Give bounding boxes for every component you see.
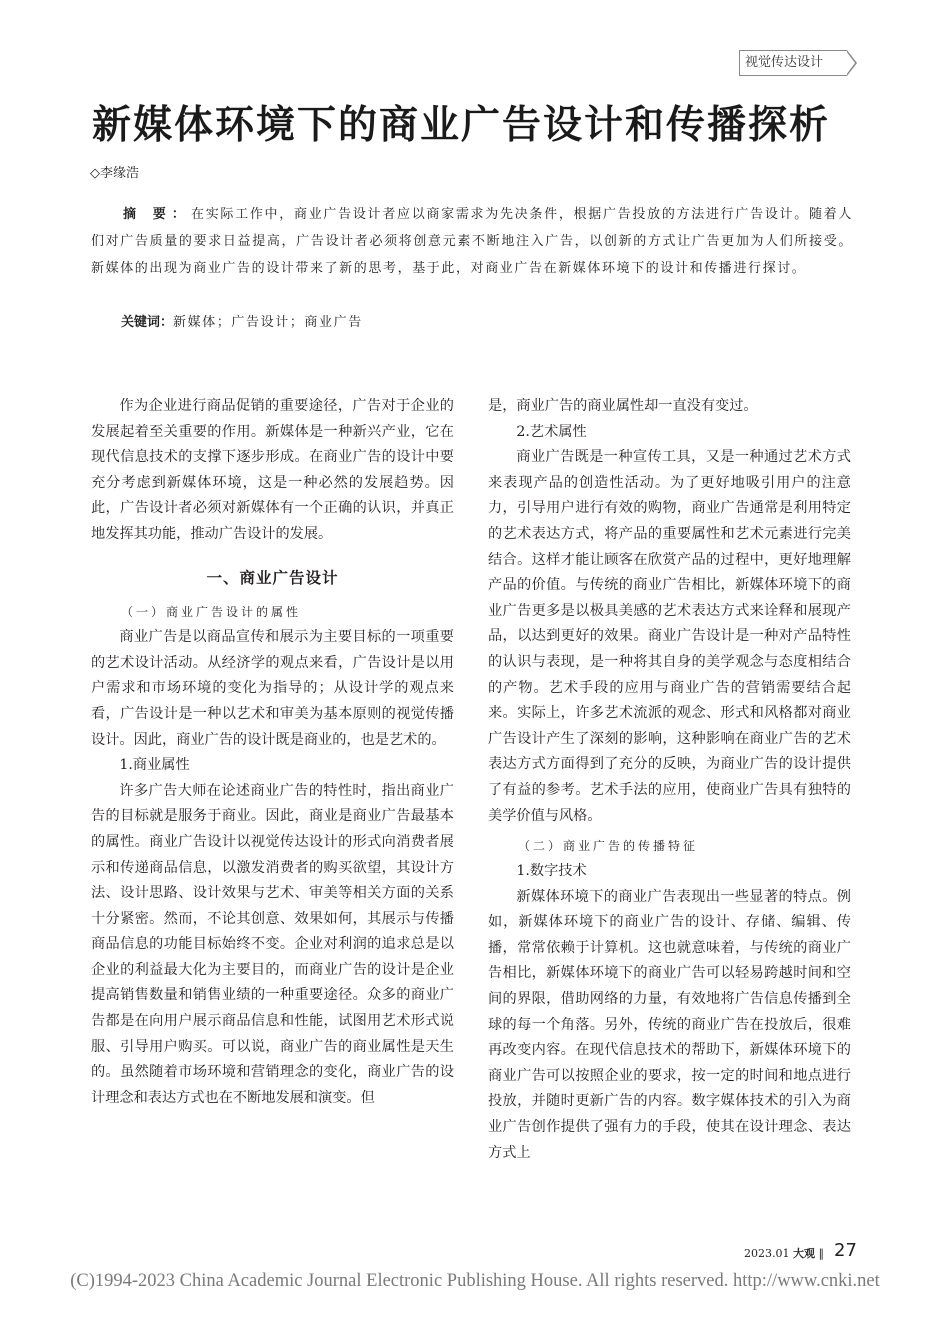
section-tag-label: 视觉传达设计	[745, 55, 824, 70]
chevron-inner	[846, 51, 855, 75]
footer-separator: ‖	[818, 1247, 824, 1260]
magazine-name: 大观	[793, 1247, 815, 1260]
section-heading: 一、商业广告设计	[206, 568, 339, 587]
subsubsection-heading: 1.数字技术	[516, 863, 587, 880]
keywords	[121, 311, 363, 330]
paragraph-continued: 是，商业广告的商业属性却一直没有变过。	[488, 398, 758, 414]
issue-date: 2023.01	[744, 1247, 790, 1260]
paragraph: 商业广告既是一种宣传工具，又是一种通过艺术方式来表现产品的创造性活动。为了更好地吸引用户的注意力，引导用户进行有效的购物，商业广告通常是利用特定的艺术表达方式，将产品的重要属性和艺术元素进行完美结合。这样才能让顾客在欣赏产品的过程中，更好地理解产品的价值。与传统的商业广告相比，新媒体环境下的商业广告更多是以极具美感的艺术表达方式来诠释和展现产品，以达到更好的效果。商业广告设计是一种对产品特性的认识与表现，是一种将其自身的美学观念与态度相结合的产物。艺术手段的应用与商业广告的营销需要结合起来。实际上，许多艺术流派的观念、形式和风格都对商业广告设计产生了深刻的影响，这种影响在商业广告的艺术表达方式方面得到了充分的反映，为商业广告的设计提供了有益的参考。艺术手法的应用，使商业广告具有独特的美学价值与风格。	[488, 449, 851, 824]
article-title: 新媒体环境下的商业广告设计和传播探析	[92, 103, 831, 148]
author-name: ◇李缘浩	[90, 166, 139, 181]
subsection-heading: （一）商业广告设计的属性	[121, 605, 302, 620]
subsubsection-heading: 2.艺术属性	[516, 423, 587, 440]
section-tag	[739, 50, 847, 76]
abstract-text: 在实际工作中，商业广告设计者应以商家需求为先决条件，根据广告投放的方法进行广告设计。随着人们对广告质量的要求日益提高，广告设计者必须将创意元素不断地注入广告，以创新的方式让广告更加为人们所接受。新媒体的出现为商业广告的设计带来了新的思考，基于此，对商业广告在新媒体环境下的设计和传播进行探讨。	[91, 207, 853, 276]
keywords-text: 新媒体；广告设计；商业广告	[173, 315, 363, 330]
paragraph: 许多广告大师在论述商业广告的特性时，指出商业广告的目标就是服务于商业。因此，商业是商业广告最基本的属性。商业广告设计以视觉传达设计的形式向消费者展示和传递商品信息，以激发消费者的购买欲望，其设计方法、设计思路、设计效果与艺术、审美等相关方面的关系十分紧密。然而，不论其创意、效果如何，其展示与传播商品信息的功能目标始终不变。企业对利润的追求总是以企业的利益最大化为主要目的，而商业广告的设计是企业提高销售数量和销售业绩的一种重要途径。众多的商业广告都是在向用户展示商品信息和性能，试图用艺术形式说服、引导用户购买。可以说，商业广告的商业属性是天生的。虽然随着市场环境和营销理念的变化，商业广告的设计理念和表达方式也在不断地发展和演变。但	[91, 782, 454, 1106]
keywords-label: 关键词：	[121, 315, 174, 330]
copyright-notice: (C)1994-2023 China Academic Journal Electronic Publishing House. All rights reserved. http://www.cnki.net	[70, 1271, 880, 1291]
subsection-heading: （二）商业广告的传播特征	[518, 839, 699, 854]
abstract	[91, 201, 853, 282]
paragraph: 作为企业进行商品促销的重要途径，广告对于企业的发展起着至关重要的作用。新媒体是一种新兴产业，它在现代信息技术的支撑下逐步形成。在商业广告的设计中要充分考虑到新媒体环境，这是一种必然的发展趋势。因此，广告设计者必须对新媒体有一个正确的认识，并真正地发挥其功能，推动广告设计的发展。	[91, 398, 454, 542]
abstract-label: 摘 要：	[123, 207, 191, 222]
page-number: 27	[834, 1240, 857, 1261]
paragraph: 新媒体环境下的商业广告表现出一些显著的特点。例如，新媒体环境下的商业广告的设计、存储、编辑、传播，常常依赖于计算机。这也就意味着，与传统的商业广告相比，新媒体环境下的商业广告可以轻易跨越时间和空间的界限，借助网络的力量，有效地将广告信息传播到全球的每一个角落。另外，传统的商业广告在投放后，很难再改变内容。在现代信息技术的帮助下，新媒体环境下的商业广告可以按照企业的要求，按一定的时间和地点进行投放，并随时更新广告的内容。数字媒体技术的引入为商业广告创作提供了强有力的手段，使其在设计理念、表达方式上	[488, 888, 851, 1161]
paragraph: 商业广告是以商品宣传和展示为主要目标的一项重要的艺术设计活动。从经济学的观点来看，广告设计是以用户需求和市场环境的变化为指导的；从设计学的观点来看，广告设计是一种以艺术和审美为基本原则的视觉传播设计。因此，商业广告的设计既是商业的，也是艺术的。	[91, 629, 454, 748]
subsubsection-heading: 1.商业属性	[119, 757, 190, 774]
footer-issue	[744, 1245, 824, 1261]
left-column	[91, 394, 454, 1111]
right-column	[488, 394, 851, 1166]
